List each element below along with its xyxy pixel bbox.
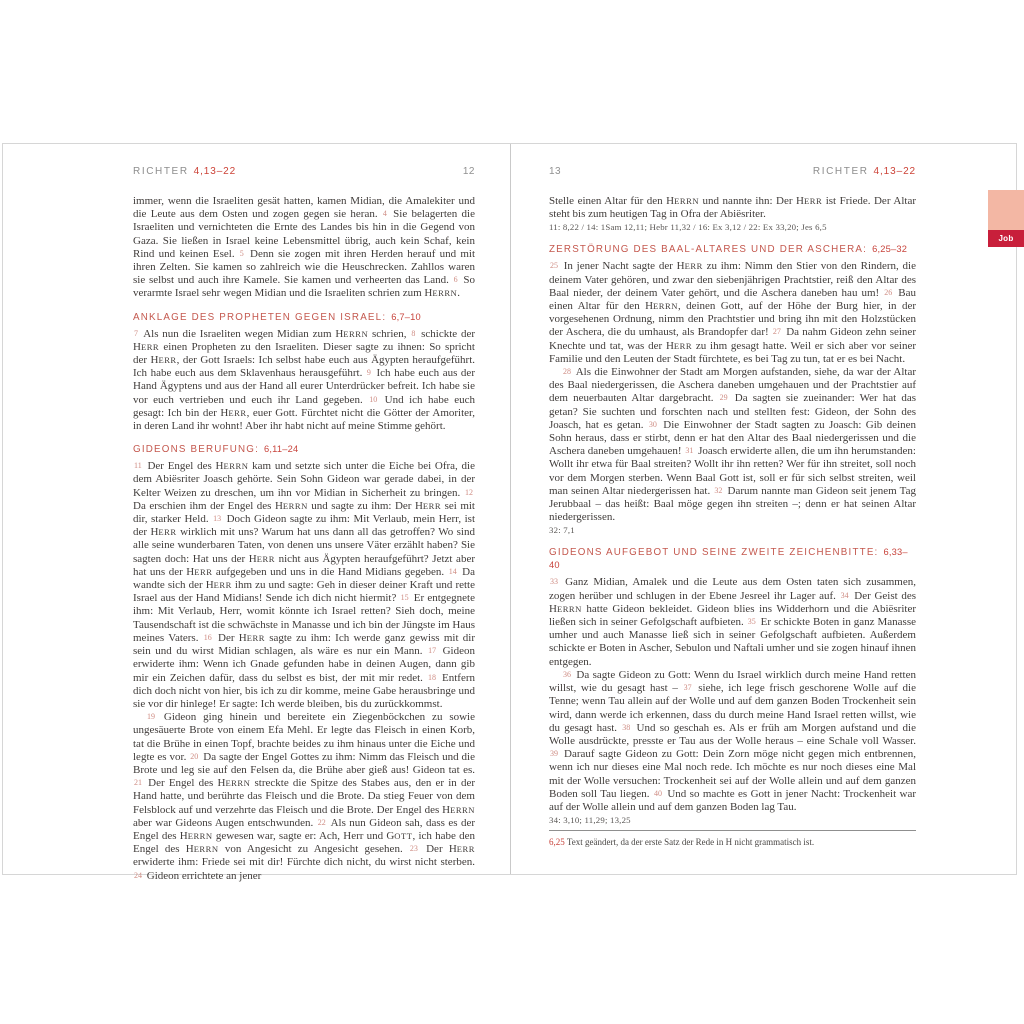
verse-number: 26 xyxy=(884,287,893,297)
verse-number: 14 xyxy=(448,566,457,576)
body-paragraph: 36 Da sagte Gideon zu Gott: Wenn du Israel wirklich durch meine Hand retten willst, wie du gesagt hast – 37 siehe, ich lege frisch geschorene Wolle auf die Tenne; wenn Tau allein auf der Wolle und auf dem ganzen Boden Trockenheit sein wird, dann werde ich erkennen, dass du durch meine Hand Israel retten willst, wie du gesagt hast. 38 Und so geschah es. Als er früh am Morgen aufstand und die Wolle ausdrückte, presste er Tau aus der Wolle heraus – eine Schale voll Wasser. 39 Darauf sagte Gideon zu Gott: Dein Zorn möge nicht gegen mich entbrennen, wenn ich nur dieses eine Mal noch rede. Ich möchte es nur noch dieses eine Mal mit der Wolle versuchen: Trockenheit sei auf der Wolle allein und auf dem ganzen Boden soll Tau liegen. 40 Und so machte es Gott in jener Nacht: Trockenheit war auf der Wolle allein und auf dem ganzen Boden lag Tau. xyxy=(549,668,917,813)
body-paragraph: 25 In jener Nacht sagte der HERR zu ihm: Nimm den Stier von den Rindern, die deinem Vater gehören, und zwar den siebenjährigen Prachtstier, reiß den Altar des Baal nieder, der deinem Vater gehört, und die Aschera daneben hau um! 26 Bau einen Altar für den HERRN, deinen Gott, auf der Höhe der Burg hier, in der vorgesehenen Ordnung, nimm den Prachtstier und bring ihn mit den Holzstücken der Aschera, die du umhaust, als Brandopfer dar! 27 Da nahm Gideon zehn seiner Knechte und tat, was der HERR zu ihm gesagt hatte. Weil er sich aber vor seiner Familie und den Leuten der Stadt fürchtete, es bei Tag zu tun, tat er es bei Nacht. xyxy=(549,260,917,365)
verse-number: 20 xyxy=(190,751,199,761)
divine-name: HERRN xyxy=(424,287,458,300)
verse-number: 15 xyxy=(400,593,409,603)
verse-number: 37 xyxy=(683,683,692,693)
verse-number: 12 xyxy=(465,487,473,497)
divine-name: HERR xyxy=(150,354,177,367)
page-left xyxy=(3,144,510,882)
verse-number: 9 xyxy=(366,368,371,378)
footnote-marker: 6,25 xyxy=(549,837,565,848)
cross-references: 32: 7,1 xyxy=(549,525,575,536)
divine-name: HERRN xyxy=(215,460,249,473)
running-head-title xyxy=(813,166,916,178)
section-heading-ref: 6,7–10 xyxy=(391,311,421,322)
divine-name: HERRN xyxy=(666,195,700,207)
body-paragraph: 33 Ganz Midian, Amalek und die Leute aus dem Osten taten sich zusammen, zogen herüber und schlugen in der Ebene Jesreel ihr Lager auf. 34 Der Geist des HERRN hatte Gideon bekleidet. Gideon blies ins Widderhorn und die Abiësriter ließen sich in seiner Gefolgschaft aufbieten. 35 Er schickte Boten in ganz Manasse umher und auch Manasse ließ sich in seiner Gefolgschaft aufbieten. Außerdem schickte er Boten in Ascher, Sebulon und Naftali umher und sie zogen hinauf ihnen entgegen. xyxy=(549,576,916,668)
verse-number: 4 xyxy=(382,209,387,219)
thumb-tab-pink xyxy=(988,190,1024,230)
divine-name: HERR xyxy=(796,195,823,207)
divine-name: HERR xyxy=(414,499,442,512)
verse-number: 23 xyxy=(409,844,418,854)
divine-name: HERRN xyxy=(179,829,213,842)
verse-number: 32 xyxy=(714,485,723,495)
body-paragraph: Stelle einen Altar für den HERRN und nannte ihn: Der HERR ist Friede. Der Altar steht bis zum heutigen Tag in Ofra der Abiësriter. xyxy=(549,195,916,221)
section-heading-text: GIDEONS AUFGEBOT UND SEINE ZWEITE ZEICHENBITTE: xyxy=(549,547,879,559)
verse-number: 40 xyxy=(653,788,662,798)
verse-number: 7 xyxy=(134,328,138,338)
page-right-body xyxy=(549,195,916,830)
divine-name: HERRN xyxy=(274,499,308,512)
verse-number: 6 xyxy=(453,275,458,285)
divine-name: HERR xyxy=(665,339,693,352)
running-head-title xyxy=(133,166,236,178)
footnote-rule xyxy=(549,830,916,831)
section-heading-text: ZERSTÖRUNG DES BAAL-ALTARES UND DER ASCHERA: xyxy=(549,244,868,256)
section-heading-ref: 6,11–24 xyxy=(264,444,299,455)
verse-number: 36 xyxy=(563,669,571,679)
verse-number: 39 xyxy=(550,749,558,759)
cross-references: 34: 3,10; 11,29; 13,25 xyxy=(549,815,631,826)
book-name: RICHTER xyxy=(812,166,869,177)
cross-references: 11: 8,22 / 14: 1Sam 12,11; Hebr 11,32 / 16: Ex 3,12 / 22: Ex 33,20; Jes 6,5 xyxy=(549,222,827,233)
divine-name: HERR xyxy=(238,631,265,644)
section-heading xyxy=(133,443,475,456)
body-paragraph: 7 Als nun die Israeliten wegen Midian zum HERRN schrien, 8 schickte der HERR einen Propheten zu den Israeliten. Dieser sagte zu ihnen: So spricht der HERR, der Gott Israels: Ich selbst habe euch aus Ägypten heraufgeführt. Ich habe euch aus dem Sklavenhaus herausgeführt. 9 Ich habe euch aus der Hand Ägyptens und aus der Hand all eurer Unterdrücker befreit. Ich habe sie vor euch vertrieben und euch ihr Land gegeben. 10 Und ich habe euch gesagt: Ich bin der HERR, euer Gott. Fürchtet nicht die Götter der Amoriter, in deren Land ihr wohnt! Aber ihr habt nicht auf meine Stimme gehört. xyxy=(133,327,476,433)
page-left-body xyxy=(133,195,475,883)
verse-number: 31 xyxy=(685,446,694,456)
page-right xyxy=(511,144,1016,874)
verse-number: 19 xyxy=(147,712,155,722)
body-paragraph: 28 Als die Einwohner der Stadt am Morgen aufstanden, siehe, da war der Altar des Baal niedergerissen, die Aschera daneben umgehauen und der Prachtstier auf dem neuerbauten Altar dargebracht. 29 Da sagten sie zueinander: Wer hat das getan? Sie suchten und forschten nach und stellten fest: Gideon, der Sohn des Joasch, hat es getan. 30 Die Einwohner der Stadt sagten zu Joasch: Gib deinen Sohn heraus, dass er stirbt, denn er hat den Altar des Baal niedergerissen und die Aschera daneben umgehauen! 31 Joasch erwiderte allen, die um ihn herumstanden: Wollt ihr etwa für Baal streiten? Wollt ihr ihn retten? Wer für ihn streitet, soll noch vor dem Morgen sterben. Wenn Baal Gott ist, soll er für sich selbst streiten, weil man seinen Altar niedergerissen hat. 32 Darum nannte man Gideon seit jenem Tag Jerubbaal – das heißt: Baal möge gegen ihn streiten –; denn er hat seinen Altar niedergerissen. xyxy=(549,366,917,524)
footnote-body: Text geändert, da der erste Satz der Rede in H nicht grammatisch ist. xyxy=(566,837,815,848)
body-paragraph: immer, wenn die Israeliten gesät hatten, kamen Midian, die Amalekiter und die Leute aus dem Osten und zogen gegen sie heran. 4 Sie belagerten die Israeliten und vernichteten die Ernte des Landes bis hin in die Gegend von Gaza. Sie ließen in Israel keine Lebensmittel übrig, auch kein Schaf, kein Rind und keinen Esel. 5 Denn sie zogen mit ihren Herden herauf und mit ihren Zelten. Sie kamen so zahlreich wie die Heuschrecken. Zahllos waren sie selbst und auch ihre Kamele. Sie kamen und verheerten das Land. 6 So verarmte Israel sehr wegen Midian und die Israeliten schrien zum HERRN. xyxy=(133,195,475,300)
divine-name: HERR xyxy=(448,843,475,856)
thumb-tab-label: Job xyxy=(998,234,1014,243)
divine-name: HERRN xyxy=(549,602,582,615)
footnote xyxy=(549,830,916,849)
section-heading-ref: 6,33–40 xyxy=(549,547,908,571)
page-number-left: 12 xyxy=(462,166,475,177)
book-name: RICHTER xyxy=(133,166,189,177)
chapter-ref: 4,13–22 xyxy=(193,166,237,177)
verse-number: 35 xyxy=(747,617,756,627)
section-heading xyxy=(133,311,475,324)
thumb-tab xyxy=(988,230,1024,247)
verse-number: 27 xyxy=(772,327,781,337)
body-paragraph: 11 Der Engel des HERRN kam und setzte sich unter die Eiche bei Ofra, die dem Abiësriter Joasch gehörte. Sein Sohn Gideon war gerade dabei, in der Kelter Weizen zu dreschen, um ihn vor Midian in Sicherheit zu bringen. 12 Da erschien ihm der Engel des HERRN und sagte zu ihm: Der HERR sei mit dir, starker Held. 13 Doch Gideon sagte zu ihm: Mit Verlaub, mein Herr, ist der HERR wirklich mit uns? Warum hat uns dann all das getroffen? Wo sind alle seine wunderbaren Taten, von denen uns unsere Väter erzählt haben? Sie sagten doch: Hat uns der HERR nicht aus Ägypten heraufgeführt? Jetzt aber hat uns der HERR aufgegeben und uns in die Hand Midians gegeben. 14 Da wandte sich der HERR ihm zu und sagte: Geh in dieser deiner Kraft und rette Israel aus der Hand Midians! Sende ich dich nicht hiermit? 15 Er entgegnete ihm: Mit Verlaub, Herr, womit könnte ich Israel retten? Sieh doch, meine Tausendschaft ist die schwächste in Manasse und ich bin der Jüngste im Haus meines Vaters. 16 Der HERR sagte zu ihm: Ich werde ganz gewiss mit dir sein und du wirst Midian schlagen, als wäre es nur ein Mann. 17 Gideon erwiderte ihm: Wenn ich Gnade gefunden habe in deinen Augen, dann gib mir ein Zeichen dafür, dass du selbst es bist, der mit mir redet. 18 Entfern dich doch nicht von hier, bis ich zu dir komme, meine Gabe herausbringe und sie vor dir hinlege! Er sagte: Ich werde bleiben, bis du zurückkommst. xyxy=(133,460,476,710)
divine-name: GOTT xyxy=(386,829,413,842)
divine-name: HERRN xyxy=(442,803,475,816)
divine-name: HERRN xyxy=(185,843,219,856)
section-heading-text: ANKLAGE DES PROPHETEN GEGEN ISRAEL: xyxy=(133,311,387,323)
section-heading-text: GIDEONS BERUFUNG: xyxy=(133,444,259,456)
verse-number: 21 xyxy=(134,778,142,788)
verse-number: 34 xyxy=(840,590,849,600)
footnote-text xyxy=(549,837,916,849)
divine-name: HERR xyxy=(676,260,703,273)
divine-name: HERR xyxy=(205,579,232,592)
divine-name: HERRN xyxy=(645,300,678,313)
verse-number: 16 xyxy=(203,632,212,642)
verse-number: 22 xyxy=(317,817,326,827)
verse-number: 33 xyxy=(550,577,558,587)
verse-number: 18 xyxy=(427,672,436,682)
verse-number: 30 xyxy=(648,419,657,429)
page-number-right: 13 xyxy=(549,166,562,177)
verse-number: 8 xyxy=(411,328,416,338)
divine-name: HERR xyxy=(150,526,177,539)
divine-name: HERRN xyxy=(217,777,251,790)
verse-number: 29 xyxy=(719,393,728,403)
open-book xyxy=(2,143,1017,882)
divine-name: HERR xyxy=(186,565,213,578)
verse-number: 5 xyxy=(239,248,244,258)
running-head-right xyxy=(549,166,916,178)
verse-number: 11 xyxy=(134,461,142,471)
verse-number: 24 xyxy=(134,870,142,880)
verse-number: 17 xyxy=(428,646,437,656)
divine-name: HERR xyxy=(133,340,160,353)
body-paragraph: 19 Gideon ging hinein und bereitete ein Ziegenböckchen zu sowie ungesäuerte Brote von einem Efa Mehl. Er legte das Fleisch in einen Korb, tat die Brühe in einen Topf, brachte beides zu ihm hinaus unter die Eiche und legte es vor. 20 Da sagte der Engel Gottes zu ihm: Nimm das Fleisch und die Brote und leg sie auf den Felsen da, die Brühe aber gieß aus! Gideon tat es. 21 Der Engel des HERRN streckte die Spitze des Stabes aus, den er in der Hand hatte, und berührte das Fleisch und die Brote. Da stieg Feuer von dem Felsblock auf und verzehrte das Fleisch und die Brote. Der Engel des HERRN aber war Gideons Augen entschwunden. 22 Als nun Gideon sah, dass es der Engel des HERRN gewesen war, sagte er: Ach, Herr und GOTT, ich habe den Engel des HERRN von Angesicht zu Angesicht gesehen. 23 Der HERR erwiderte ihm: Friede sei mit dir! Fürchte dich nicht, du wirst nicht sterben. 24 Gideon errichtete an jener xyxy=(133,711,476,882)
section-heading xyxy=(549,243,916,256)
chapter-ref: 4,13–22 xyxy=(873,166,916,177)
section-heading xyxy=(549,546,916,572)
divine-name: HERR xyxy=(220,406,247,419)
verse-number: 25 xyxy=(550,261,558,271)
divine-name: HERR xyxy=(248,552,275,565)
section-heading-ref: 6,25–32 xyxy=(872,244,908,255)
verse-number: 13 xyxy=(213,514,222,524)
verse-number: 28 xyxy=(563,367,571,377)
verse-number: 38 xyxy=(622,722,631,732)
verse-number: 10 xyxy=(369,394,378,404)
running-head-left xyxy=(133,166,475,178)
divine-name: HERRN xyxy=(335,327,369,340)
